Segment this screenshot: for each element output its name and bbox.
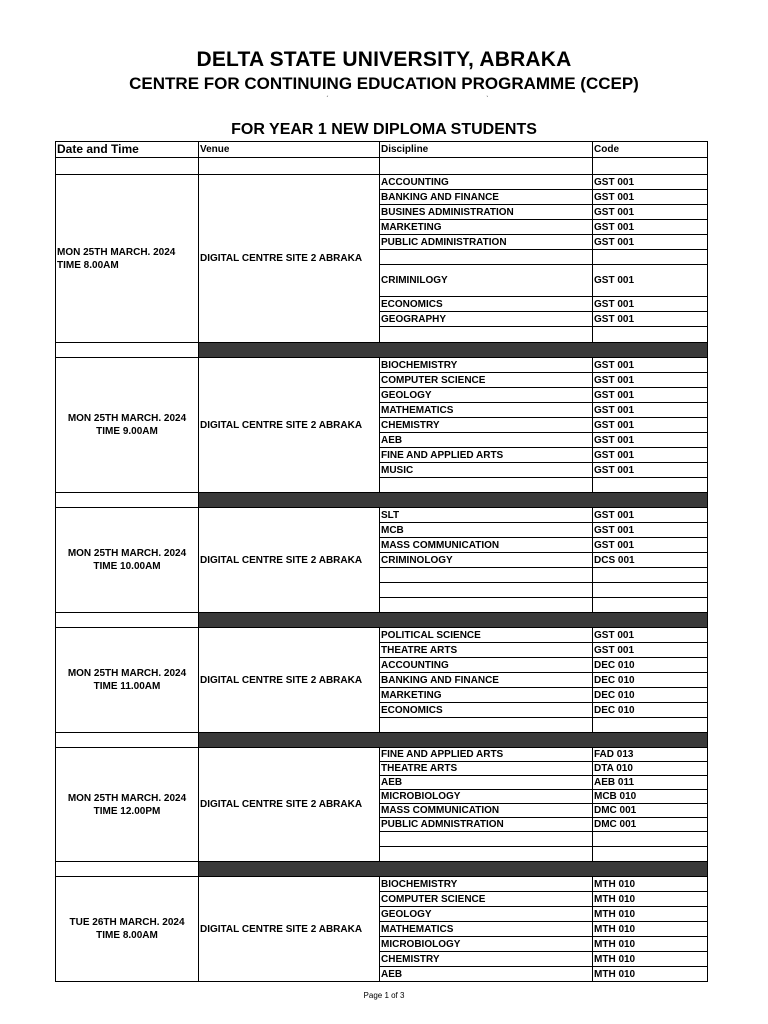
code-cell: DEC 010	[593, 688, 708, 703]
stray-mark: ˋ	[486, 95, 489, 104]
column-header-date: Date and Time	[56, 142, 199, 158]
date-time-cell	[56, 358, 199, 493]
code-cell: MTH 010	[593, 877, 708, 892]
separator-bar	[199, 862, 708, 877]
discipline-cell: AEB	[380, 776, 593, 790]
discipline-cell: MICROBIOLOGY	[380, 937, 593, 952]
code-cell: MCB 010	[593, 790, 708, 804]
discipline-cell: MCB	[380, 523, 593, 538]
exam-date: MON 25TH MARCH. 2024	[67, 668, 187, 679]
code-cell: GST 001	[593, 312, 708, 327]
discipline-cell: BANKING AND FINANCE	[380, 190, 593, 205]
blank-cell	[56, 493, 199, 508]
table-row	[56, 508, 708, 523]
centre-title: CENTRE FOR CONTINUING EDUCATION PROGRAMME (CCEP)	[129, 74, 639, 93]
discipline-cell: THEATRE ARTS	[380, 643, 593, 658]
venue-cell: DIGITAL CENTRE SITE 2 ABRAKA	[199, 877, 380, 982]
code-cell	[593, 250, 708, 265]
code-cell: GST 001	[593, 358, 708, 373]
separator-bar	[199, 343, 708, 358]
document-subtitle: FOR YEAR 1 NEW DIPLOMA STUDENTS	[231, 121, 537, 138]
code-cell	[593, 598, 708, 613]
code-cell: DCS 001	[593, 553, 708, 568]
table-row	[56, 628, 708, 643]
discipline-cell: ACCOUNTING	[380, 175, 593, 190]
discipline-cell: CRIMINOLOGY	[380, 553, 593, 568]
discipline-cell: ACCOUNTING	[380, 658, 593, 673]
table-row	[56, 748, 708, 762]
exam-date: TUE 26TH MARCH. 2024	[69, 917, 185, 928]
discipline-cell	[380, 250, 593, 265]
date-time-cell	[56, 628, 199, 733]
code-cell	[593, 718, 708, 733]
code-cell: GST 001	[593, 297, 708, 312]
venue-cell: DIGITAL CENTRE SITE 2 ABRAKA	[199, 175, 380, 343]
table-header-row	[56, 142, 708, 158]
discipline-cell	[380, 568, 593, 583]
discipline-cell: ECONOMICS	[380, 703, 593, 718]
column-header-code: Code	[593, 142, 708, 158]
code-cell: GST 001	[593, 508, 708, 523]
code-cell: FAD 013	[593, 748, 708, 762]
code-cell: MTH 010	[593, 937, 708, 952]
code-cell: DMC 001	[593, 804, 708, 818]
discipline-cell: MASS COMMUNICATION	[380, 538, 593, 553]
code-cell: GST 001	[593, 433, 708, 448]
code-cell: MTH 010	[593, 907, 708, 922]
exam-date: MON 25TH MARCH. 2024	[57, 246, 176, 258]
code-cell: GST 001	[593, 463, 708, 478]
code-cell: GST 001	[593, 373, 708, 388]
discipline-cell: COMPUTER SCIENCE	[380, 892, 593, 907]
group-separator-row	[56, 343, 708, 358]
date-time-cell	[56, 508, 199, 613]
separator-bar	[199, 733, 708, 748]
blank-cell	[56, 613, 199, 628]
blank-cell	[56, 733, 199, 748]
exam-date: MON 25TH MARCH. 2024	[67, 548, 187, 559]
group-separator-row	[56, 613, 708, 628]
venue-cell: DIGITAL CENTRE SITE 2 ABRAKA	[199, 748, 380, 862]
exam-time: TIME 12.00PM	[93, 805, 161, 817]
code-cell: GST 001	[593, 190, 708, 205]
university-title: DELTA STATE UNIVERSITY, ABRAKA	[196, 48, 572, 71]
blank-row	[56, 158, 708, 175]
discipline-cell: AEB	[380, 967, 593, 982]
exam-time: TIME 8.00AM	[96, 930, 158, 941]
exam-time: TIME 9.00AM	[96, 426, 158, 437]
code-cell: MTH 010	[593, 967, 708, 982]
discipline-cell: GEOLOGY	[380, 388, 593, 403]
code-cell: MTH 010	[593, 892, 708, 907]
venue-cell: DIGITAL CENTRE SITE 2 ABRAKA	[199, 628, 380, 733]
code-cell: GST 001	[593, 235, 708, 250]
code-cell	[593, 583, 708, 598]
exam-date: MON 25TH MARCH. 2024	[67, 413, 187, 424]
exam-date: MON 25TH MARCH. 2024	[67, 792, 187, 804]
discipline-cell	[380, 327, 593, 343]
code-cell	[593, 478, 708, 493]
discipline-cell: BIOCHEMISTRY	[380, 358, 593, 373]
code-cell: DTA 010	[593, 762, 708, 776]
code-cell	[593, 568, 708, 583]
venue-cell: DIGITAL CENTRE SITE 2 ABRAKA	[199, 358, 380, 493]
discipline-cell: THEATRE ARTS	[380, 762, 593, 776]
discipline-cell: GEOGRAPHY	[380, 312, 593, 327]
discipline-cell: MICROBIOLOGY	[380, 790, 593, 804]
code-cell	[593, 832, 708, 847]
discipline-cell: BIOCHEMISTRY	[380, 877, 593, 892]
code-cell: DEC 010	[593, 703, 708, 718]
column-header-venue: Venue	[199, 142, 380, 158]
code-cell: GST 001	[593, 448, 708, 463]
discipline-cell	[380, 847, 593, 862]
discipline-cell: SLT	[380, 508, 593, 523]
stray-mark: ˊ	[326, 95, 329, 104]
discipline-cell	[380, 718, 593, 733]
discipline-cell	[380, 583, 593, 598]
discipline-cell: MARKETING	[380, 688, 593, 703]
code-cell: GST 001	[593, 388, 708, 403]
discipline-cell: ECONOMICS	[380, 297, 593, 312]
blank-cell	[199, 158, 380, 175]
code-cell: GST 001	[593, 403, 708, 418]
code-cell: GST 001	[593, 418, 708, 433]
venue-cell: DIGITAL CENTRE SITE 2 ABRAKA	[199, 508, 380, 613]
discipline-cell: AEB	[380, 433, 593, 448]
discipline-cell: MUSIC	[380, 463, 593, 478]
blank-cell	[380, 158, 593, 175]
separator-bar	[199, 613, 708, 628]
code-cell: GST 001	[593, 643, 708, 658]
exam-time: TIME 10.00AM	[93, 561, 161, 572]
code-cell: DEC 010	[593, 658, 708, 673]
code-cell: AEB 011	[593, 776, 708, 790]
date-time-cell	[56, 877, 199, 982]
discipline-cell: MARKETING	[380, 220, 593, 235]
discipline-cell: PUBLIC ADMNISTRATION	[380, 818, 593, 832]
column-header-discipline: Discipline	[380, 142, 593, 158]
date-time-cell	[56, 748, 199, 862]
discipline-cell: MATHEMATICS	[380, 922, 593, 937]
discipline-cell	[380, 832, 593, 847]
separator-bar	[199, 493, 708, 508]
discipline-cell: PUBLIC ADMINISTRATION	[380, 235, 593, 250]
page-number: Page 1 of 3	[363, 991, 405, 1000]
code-cell: DEC 010	[593, 673, 708, 688]
discipline-cell: COMPUTER SCIENCE	[380, 373, 593, 388]
exam-time: TIME 11.00AM	[93, 681, 161, 692]
blank-cell	[593, 158, 708, 175]
discipline-cell: POLITICAL SCIENCE	[380, 628, 593, 643]
exam-schedule-table	[55, 141, 708, 982]
code-cell: DMC 001	[593, 818, 708, 832]
code-cell	[593, 847, 708, 862]
blank-cell	[56, 343, 199, 358]
discipline-cell: FINE AND APPLIED ARTS	[380, 748, 593, 762]
discipline-cell: FINE AND APPLIED ARTS	[380, 448, 593, 463]
group-separator-row	[56, 733, 708, 748]
discipline-cell: MASS COMMUNICATION	[380, 804, 593, 818]
exam-time: TIME 8.00AM	[57, 259, 119, 271]
code-cell: GST 001	[593, 265, 708, 297]
discipline-cell: BANKING AND FINANCE	[380, 673, 593, 688]
discipline-cell	[380, 598, 593, 613]
discipline-cell: BUSINES ADMINISTRATION	[380, 205, 593, 220]
discipline-cell: GEOLOGY	[380, 907, 593, 922]
table-row	[56, 175, 708, 190]
code-cell: GST 001	[593, 205, 708, 220]
code-cell: GST 001	[593, 523, 708, 538]
blank-cell	[56, 862, 199, 877]
code-cell: MTH 010	[593, 952, 708, 967]
code-cell: GST 001	[593, 175, 708, 190]
code-cell: GST 001	[593, 628, 708, 643]
group-separator-row	[56, 493, 708, 508]
code-cell: GST 001	[593, 220, 708, 235]
discipline-cell	[380, 478, 593, 493]
discipline-cell: CHEMISTRY	[380, 952, 593, 967]
date-time-cell	[56, 175, 199, 343]
discipline-cell: MATHEMATICS	[380, 403, 593, 418]
code-cell: GST 001	[593, 538, 708, 553]
code-cell	[593, 327, 708, 343]
discipline-cell: CHEMISTRY	[380, 418, 593, 433]
code-cell: MTH 010	[593, 922, 708, 937]
table-row	[56, 877, 708, 892]
discipline-cell: CRIMINILOGY	[380, 265, 593, 297]
table-row	[56, 358, 708, 373]
group-separator-row	[56, 862, 708, 877]
blank-cell	[56, 158, 199, 175]
